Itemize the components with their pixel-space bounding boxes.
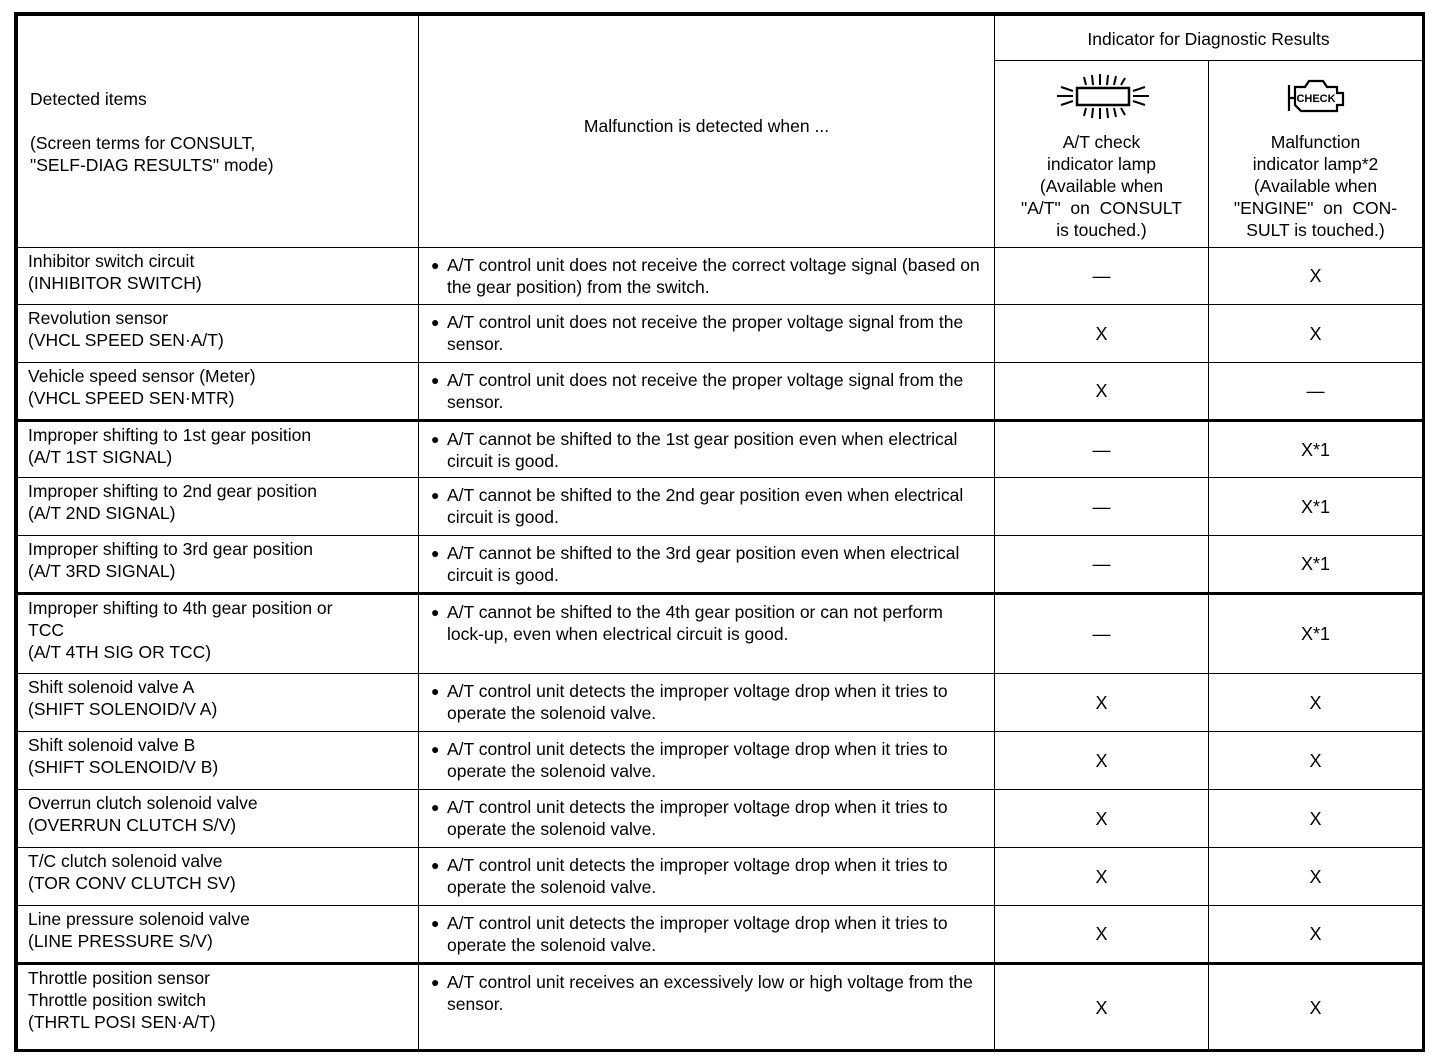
at-lamp-indicator-cell: — bbox=[995, 421, 1209, 478]
at-lamp-indicator-cell: — bbox=[995, 594, 1209, 674]
bullet-icon: ● bbox=[431, 915, 440, 931]
detected-item-cell bbox=[18, 848, 419, 906]
table-row bbox=[18, 674, 1423, 732]
table-row bbox=[18, 964, 1423, 1052]
detected-item-cell bbox=[18, 536, 419, 594]
table-row bbox=[18, 790, 1423, 848]
table-row bbox=[18, 906, 1423, 964]
detected-item-line: (A/T 4TH SIG OR TCC) bbox=[28, 642, 212, 662]
mil-lamp-indicator-cell: X*1 bbox=[1209, 594, 1423, 674]
check-engine-lamp-label: CHECK bbox=[1295, 93, 1336, 105]
malfunction-condition-cell bbox=[419, 674, 995, 732]
detected-item-cell bbox=[18, 248, 419, 305]
detected-item-line: Improper shifting to 3rd gear position bbox=[28, 539, 314, 559]
malfunction-condition-cell bbox=[419, 305, 995, 363]
table-row bbox=[18, 536, 1423, 594]
detected-items-title: Detected items bbox=[30, 88, 147, 109]
at-lamp-indicator-cell: X bbox=[995, 732, 1209, 790]
detected-item-line: Improper shifting to 2nd gear position bbox=[28, 481, 317, 501]
malfunction-header: Malfunction is detected when ... bbox=[419, 16, 995, 248]
detected-item-line: Inhibitor switch circuit bbox=[28, 251, 195, 271]
malfunction-condition-cell bbox=[419, 848, 995, 906]
table-row bbox=[18, 848, 1423, 906]
detected-item-line: (A/T 3RD SIGNAL) bbox=[28, 561, 176, 581]
at-lamp-indicator-cell: X bbox=[995, 305, 1209, 363]
mil-lamp-indicator-cell: X*1 bbox=[1209, 536, 1423, 594]
detected-item-cell bbox=[18, 594, 419, 674]
at-lamp-indicator-cell: X bbox=[995, 363, 1209, 421]
malfunction-condition-text: A/T control unit detects the improper voltage drop when it tries to operate the solenoid valve. bbox=[447, 681, 948, 723]
malfunction-condition-cell bbox=[419, 594, 995, 674]
at-lamp-indicator-cell: X bbox=[995, 964, 1209, 1052]
bullet-icon: ● bbox=[431, 545, 440, 561]
bullet-icon: ● bbox=[431, 257, 440, 273]
bullet-icon: ● bbox=[431, 314, 440, 330]
table-row bbox=[18, 305, 1423, 363]
check-engine-lamp-icon bbox=[1283, 73, 1349, 121]
detected-item-line: (OVERRUN CLUTCH S/V) bbox=[28, 815, 237, 835]
detected-items-subtitle-1: (Screen terms for CONSULT, bbox=[30, 132, 256, 153]
at-lamp-indicator-cell: — bbox=[995, 478, 1209, 536]
detected-item-line: (VHCL SPEED SEN·MTR) bbox=[28, 388, 235, 408]
malfunction-condition-text: A/T cannot be shifted to the 2nd gear position even when electrical circuit is good. bbox=[447, 485, 964, 527]
detected-item-line: (A/T 2ND SIGNAL) bbox=[28, 503, 176, 523]
malfunction-condition-cell bbox=[419, 421, 995, 478]
at-lamp-indicator-cell: X bbox=[995, 790, 1209, 848]
malfunction-condition-cell bbox=[419, 248, 995, 305]
bullet-icon: ● bbox=[431, 372, 440, 388]
detected-item-line: Revolution sensor bbox=[28, 308, 169, 328]
detected-item-line: (THRTL POSI SEN·A/T) bbox=[28, 1012, 216, 1032]
detected-item-line: (LINE PRESSURE S/V) bbox=[28, 931, 213, 951]
mil-lamp-indicator-cell: X bbox=[1209, 848, 1423, 906]
at-lamp-indicator-cell: X bbox=[995, 674, 1209, 732]
at-lamp-line-4: "A/T" on CONSULT bbox=[1021, 198, 1182, 218]
detected-item-line: (SHIFT SOLENOID/V B) bbox=[28, 757, 219, 777]
at-check-lamp-header bbox=[995, 61, 1209, 248]
malfunction-condition-cell bbox=[419, 906, 995, 964]
detected-item-line: Overrun clutch solenoid valve bbox=[28, 793, 258, 813]
detected-items-header bbox=[18, 16, 419, 248]
mil-lamp-indicator-cell: — bbox=[1209, 363, 1423, 421]
detected-item-cell bbox=[18, 674, 419, 732]
malfunction-condition-cell bbox=[419, 536, 995, 594]
mil-lamp-header bbox=[1209, 61, 1423, 248]
bullet-icon: ● bbox=[431, 487, 440, 503]
detected-item-line: Throttle position sensor bbox=[28, 968, 210, 988]
at-lamp-line-1: A/T check bbox=[1062, 132, 1141, 152]
malfunction-condition-cell bbox=[419, 363, 995, 421]
table-row bbox=[18, 478, 1423, 536]
bullet-icon: ● bbox=[431, 741, 440, 757]
malfunction-condition-text: A/T cannot be shifted to the 4th gear position or can not perform lock-up, even when electrical circuit is good. bbox=[447, 602, 943, 644]
diagnostic-results-table bbox=[17, 15, 1423, 1052]
mil-lamp-indicator-cell: X bbox=[1209, 674, 1423, 732]
bullet-icon: ● bbox=[431, 799, 440, 815]
table-row bbox=[18, 248, 1423, 305]
mil-lamp-line-3: (Available when bbox=[1253, 176, 1378, 196]
table-row bbox=[18, 594, 1423, 674]
detected-item-cell bbox=[18, 790, 419, 848]
malfunction-condition-cell bbox=[419, 732, 995, 790]
mil-lamp-indicator-cell: X bbox=[1209, 732, 1423, 790]
mil-lamp-line-2: indicator lamp*2 bbox=[1252, 154, 1379, 174]
detected-item-line: Improper shifting to 4th gear position or bbox=[28, 598, 333, 618]
detected-item-cell bbox=[18, 732, 419, 790]
detected-item-cell bbox=[18, 478, 419, 536]
diagnostic-table-sheet bbox=[14, 12, 1425, 1052]
mil-lamp-indicator-cell: X*1 bbox=[1209, 478, 1423, 536]
malfunction-condition-text: A/T control unit detects the improper voltage drop when it tries to operate the solenoid valve. bbox=[447, 913, 948, 955]
detected-item-cell bbox=[18, 305, 419, 363]
bullet-icon: ● bbox=[431, 974, 440, 990]
malfunction-condition-text: A/T control unit does not receive the proper voltage signal from the sensor. bbox=[447, 370, 964, 412]
malfunction-condition-cell bbox=[419, 790, 995, 848]
table-row bbox=[18, 363, 1423, 421]
bullet-icon: ● bbox=[431, 431, 440, 447]
at-lamp-indicator-cell: X bbox=[995, 906, 1209, 964]
detected-item-line: Vehicle speed sensor (Meter) bbox=[28, 366, 256, 386]
malfunction-condition-text: A/T control unit receives an excessively low or high voltage from the sensor. bbox=[447, 972, 973, 1014]
table-row bbox=[18, 421, 1423, 478]
malfunction-condition-cell bbox=[419, 964, 995, 1052]
table-row bbox=[18, 732, 1423, 790]
detected-item-line: (A/T 1ST SIGNAL) bbox=[28, 447, 173, 467]
detected-item-line: (VHCL SPEED SEN·A/T) bbox=[28, 330, 224, 350]
mil-lamp-line-1: Malfunction bbox=[1270, 132, 1361, 152]
mil-lamp-indicator-cell: X bbox=[1209, 305, 1423, 363]
detected-item-line: Shift solenoid valve B bbox=[28, 735, 196, 755]
malfunction-condition-text: A/T control unit does not receive the correct voltage signal (based on the gear position) from the switch. bbox=[447, 255, 980, 297]
detected-item-line: Improper shifting to 1st gear position bbox=[28, 425, 312, 445]
at-lamp-indicator-cell: — bbox=[995, 248, 1209, 305]
bullet-icon: ● bbox=[431, 857, 440, 873]
mil-lamp-indicator-cell: X bbox=[1209, 906, 1423, 964]
mil-lamp-indicator-cell: X bbox=[1209, 248, 1423, 305]
malfunction-condition-text: A/T control unit detects the improper voltage drop when it tries to operate the solenoid valve. bbox=[447, 739, 948, 781]
mil-lamp-indicator-cell: X*1 bbox=[1209, 421, 1423, 478]
bullet-icon: ● bbox=[431, 683, 440, 699]
at-lamp-indicator-cell: X bbox=[995, 848, 1209, 906]
at-lamp-line-2: indicator lamp bbox=[1047, 154, 1156, 174]
mil-lamp-indicator-cell: X bbox=[1209, 964, 1423, 1052]
at-lamp-indicator-cell: — bbox=[995, 536, 1209, 594]
detected-item-cell bbox=[18, 964, 419, 1052]
malfunction-condition-text: A/T cannot be shifted to the 1st gear position even when electrical circuit is good. bbox=[447, 429, 958, 471]
malfunction-condition-text: A/T control unit detects the improper voltage drop when it tries to operate the solenoid valve. bbox=[447, 855, 948, 897]
malfunction-condition-cell bbox=[419, 478, 995, 536]
detected-items-subtitle-2: "SELF-DIAG RESULTS" mode) bbox=[30, 154, 274, 175]
detected-item-cell bbox=[18, 363, 419, 421]
detected-item-line: Throttle position switch bbox=[28, 990, 206, 1010]
detected-item-line: (TOR CONV CLUTCH SV) bbox=[28, 873, 236, 893]
mil-lamp-line-5: SULT is touched.) bbox=[1246, 220, 1385, 240]
at-lamp-line-5: is touched.) bbox=[1056, 220, 1147, 240]
mil-lamp-line-4: "ENGINE" on CON- bbox=[1233, 198, 1398, 218]
detected-item-line: Shift solenoid valve A bbox=[28, 677, 195, 697]
malfunction-condition-text: A/T control unit does not receive the proper voltage signal from the sensor. bbox=[447, 312, 964, 354]
detected-item-line: (SHIFT SOLENOID/V A) bbox=[28, 699, 218, 719]
at-lamp-line-3: (Available when bbox=[1039, 176, 1164, 196]
detected-item-line: Line pressure solenoid valve bbox=[28, 909, 250, 929]
detected-item-line: TCC bbox=[28, 620, 64, 640]
mil-lamp-indicator-cell: X bbox=[1209, 790, 1423, 848]
detected-item-cell bbox=[18, 421, 419, 478]
detected-item-cell bbox=[18, 906, 419, 964]
bullet-icon: ● bbox=[431, 604, 440, 620]
indicator-group-header: Indicator for Diagnostic Results bbox=[995, 16, 1423, 61]
detected-item-line: (INHIBITOR SWITCH) bbox=[28, 273, 202, 293]
at-check-lamp-icon bbox=[1053, 73, 1151, 121]
detected-item-line: T/C clutch solenoid valve bbox=[28, 851, 223, 871]
malfunction-condition-text: A/T control unit detects the improper voltage drop when it tries to operate the solenoid valve. bbox=[447, 797, 948, 839]
malfunction-condition-text: A/T cannot be shifted to the 3rd gear position even when electrical circuit is good. bbox=[447, 543, 960, 585]
